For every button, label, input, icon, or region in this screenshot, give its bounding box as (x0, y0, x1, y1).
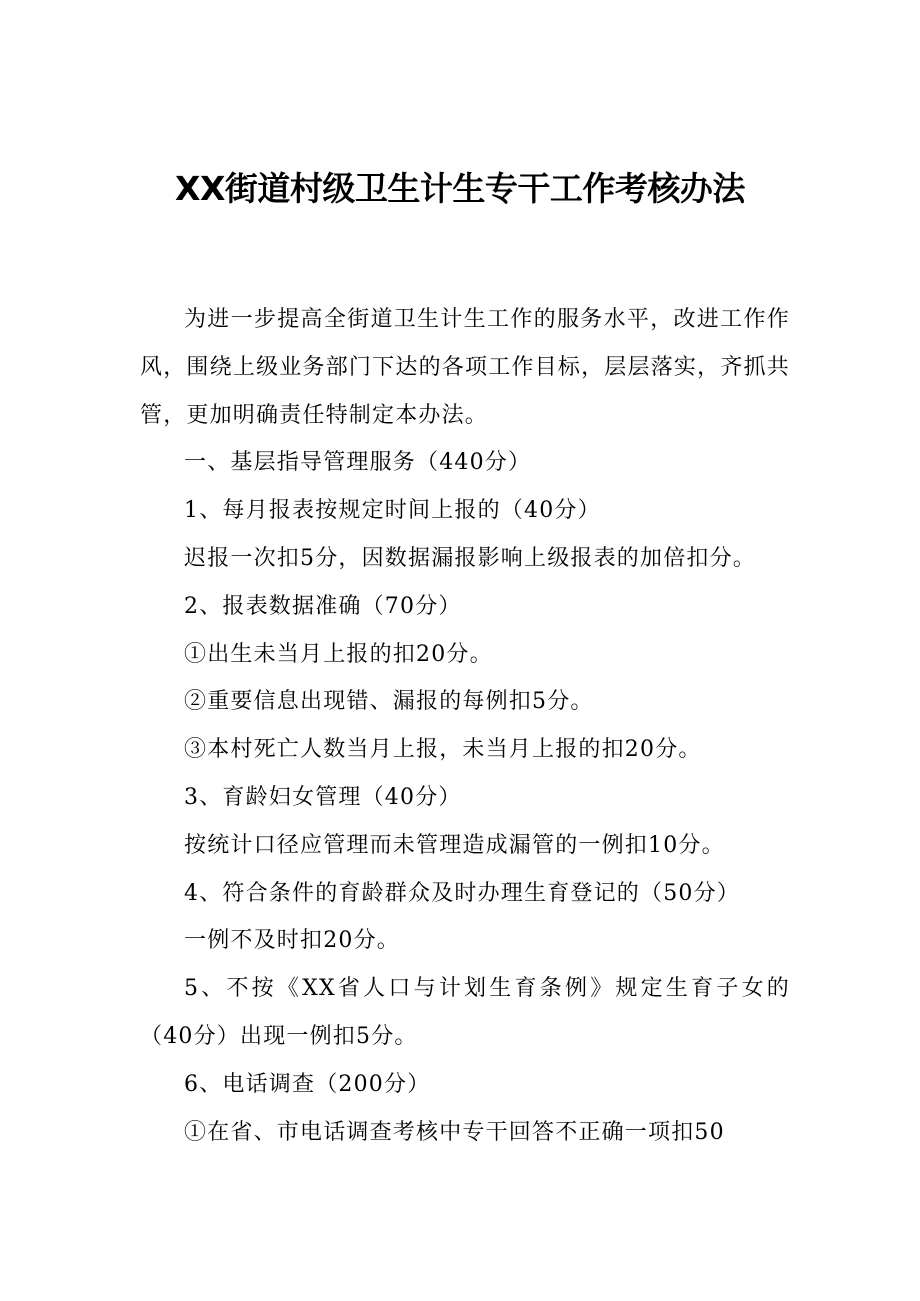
sub-item: ①出生未当月上报的扣20分。 (184, 641, 493, 667)
item-heading: 1、每月报表按规定时间上报的（40分） (184, 498, 601, 524)
item-heading: 2、报表数据准确（70分） (184, 593, 462, 619)
sub-item: ①在省、市电话调查考核中专干回答不正确一项扣50 (184, 1119, 725, 1145)
item-heading: 3、育龄妇女管理（40分） (184, 784, 462, 810)
sub-item: ③本村死亡人数当月上报，未当月上报的扣20分。 (184, 737, 702, 763)
intro-paragraph: 为进一步提高全街道卫生计生工作的服务水平，改进工作作风，围绕上级业务部门下达的各项工作目标，层层落实，齐抓共管，更加明确责任特制定本办法。 (140, 307, 790, 428)
sub-item: ②重要信息出现错、漏报的每例扣5分。 (184, 689, 594, 715)
section-heading: 一、基层指导管理服务（440分） (184, 450, 532, 476)
item-heading: 5、不按《XX省人口与计划生育条例》规定生育子女的（40分）出现一例扣5分。 (140, 976, 790, 1049)
item-rule: 按统计口径应管理而未管理造成漏管的一例扣10分。 (184, 832, 725, 858)
item-rule: 一例不及时扣20分。 (184, 928, 400, 954)
item-rule: 迟报一次扣5分，因数据漏报影响上级报表的加倍扣分。 (184, 545, 756, 571)
document-title: XX街道村级卫生计生专干工作考核办法 (175, 169, 745, 208)
item-heading: 6、电话调查（200分） (184, 1071, 431, 1097)
item-heading: 4、符合条件的育龄群众及时办理生育登记的（50分） (184, 880, 740, 906)
document-body (140, 296, 790, 1156)
